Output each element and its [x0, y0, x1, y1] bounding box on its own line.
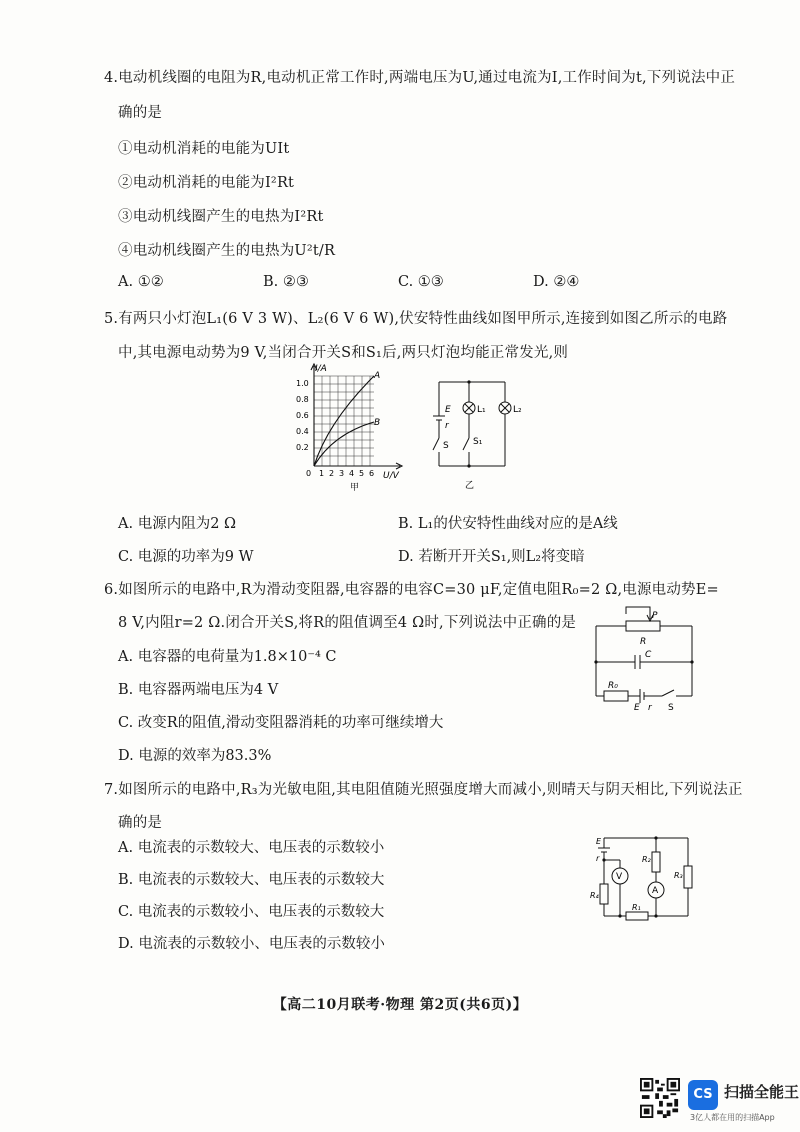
- q5-circuit-caption: 乙: [465, 481, 475, 491]
- q5-curve-b-label: B: [374, 418, 381, 428]
- q4-stem-line2: 确的是: [118, 105, 163, 121]
- q4-item-3: ③电动机线圈产生的电热为I²Rt: [118, 209, 324, 225]
- q4-item-1: ①电动机消耗的电能为UIt: [118, 141, 290, 157]
- q4-option-b: B. ②③: [263, 274, 309, 290]
- q4-option-c: C. ①③: [398, 274, 444, 290]
- q7-circuit-e: E: [596, 837, 602, 846]
- q6-circuit-p: P: [652, 611, 658, 621]
- q5-graph-xtick: 2: [329, 469, 335, 478]
- q6-option-b: B. 电容器两端电压为4 V: [118, 682, 279, 698]
- q5-graph-ytick: 1.0: [296, 379, 309, 388]
- q6-stem-line1: 6.如图所示的电路中,R为滑动变阻器,电容器的电容C=30 μF,定值电阻R₀=2 Ω,电源电动势E=: [104, 582, 719, 598]
- q7-stem-line2: 确的是: [118, 815, 163, 831]
- q7-circuit-voltmeter: V: [616, 872, 623, 882]
- q7-option-c: C. 电流表的示数较小、电压表的示数较大: [118, 904, 385, 920]
- q6-circuit-c: C: [645, 650, 652, 660]
- q5-graph-ytick: 0.8: [296, 395, 309, 404]
- q6-circuit-r0: R₀: [608, 681, 618, 691]
- q7-circuit-r: r: [596, 854, 600, 863]
- camscanner-tagline: 3亿人都在用的扫描App: [690, 1113, 775, 1122]
- q5-curve-a-label: A: [374, 371, 381, 381]
- q7-option-b: B. 电流表的示数较大、电压表的示数较大: [118, 872, 385, 888]
- q7-circuit: [590, 832, 702, 932]
- q5-stem-line1: 5.有两只小灯泡L₁(6 V 3 W)、L₂(6 V 6 W),伏安特性曲线如图甲所示,连接到如图乙所示的电路: [104, 311, 728, 327]
- q5-circuit-s1: S₁: [473, 437, 483, 447]
- q6-circuit: [590, 600, 700, 710]
- q5-graph-origin: 0: [306, 469, 312, 478]
- q5-option-d: D. 若断开开关S₁,则L₂将变暗: [398, 549, 585, 565]
- q5-graph-caption: 甲: [350, 483, 360, 492]
- q5-graph-xtick: 6: [369, 469, 375, 478]
- q6-option-a: A. 电容器的电荷量为1.8×10⁻⁴ C: [118, 649, 337, 665]
- q5-circuit-r: r: [445, 421, 449, 431]
- q6-option-d: D. 电源的效率为83.3%: [118, 748, 272, 764]
- q6-stem-line2: 8 V,内阻r=2 Ω.闭合开关S,将R的阻值调至4 Ω时,下列说法中正确的是: [118, 615, 577, 631]
- q6-circuit-s: S: [668, 703, 674, 710]
- q5-iv-graph: [288, 362, 418, 492]
- camscanner-name: 扫描全能王: [724, 1083, 800, 1101]
- q7-stem-line1: 7.如图所示的电路中,R₃为光敏电阻,其电阻值随光照强度增大而减小,则晴天与阴天相比,下列说法正: [104, 782, 743, 798]
- q6-circuit-r: r: [648, 703, 652, 710]
- q5-graph-xtick: 4: [349, 469, 355, 478]
- q5-option-a: A. 电源内阻为2 Ω: [118, 516, 237, 532]
- q4-item-4: ④电动机线圈产生的电热为U²t/R: [118, 243, 336, 259]
- q5-circuit: [425, 372, 525, 492]
- q5-graph-xtick: 3: [339, 469, 345, 478]
- q5-circuit-s: S: [443, 441, 449, 451]
- q4-option-d: D. ②④: [533, 274, 580, 290]
- q5-graph-ylabel: I/A: [315, 364, 327, 374]
- camscanner-logo: CS: [688, 1080, 718, 1110]
- q7-circuit-r2: R₂: [642, 855, 651, 864]
- q4-option-a: A. ①②: [118, 274, 164, 290]
- q7-option-a: A. 电流表的示数较大、电压表的示数较小: [118, 840, 385, 856]
- q7-circuit-r3: R₃: [674, 871, 683, 880]
- q5-graph-ytick: 0.2: [296, 443, 309, 452]
- q5-graph-ytick: 0.4: [296, 427, 309, 436]
- q5-circuit-e: E: [445, 405, 451, 415]
- q4-stem-line1: 4.电动机线圈的电阻为R,电动机正常工作时,两端电压为U,通过电流为I,工作时间为t,下列说法中正: [104, 70, 736, 86]
- q4-item-2: ②电动机消耗的电能为I²Rt: [118, 175, 295, 191]
- q5-circuit-l2: L₂: [513, 405, 522, 415]
- qr-code-icon: [640, 1078, 680, 1118]
- q5-graph-xtick: 1: [319, 469, 325, 478]
- q7-circuit-r4: R₄: [590, 891, 599, 900]
- q7-circuit-ammeter: A: [652, 886, 659, 896]
- q5-graph-xtick: 5: [359, 469, 365, 478]
- q7-circuit-r1: R₁: [632, 903, 641, 912]
- q5-option-c: C. 电源的功率为9 W: [118, 549, 254, 565]
- q7-option-d: D. 电流表的示数较小、电压表的示数较小: [118, 936, 385, 952]
- q6-circuit-r-label: R: [640, 637, 647, 647]
- q5-graph-xlabel: U/V: [383, 471, 399, 481]
- q6-option-c: C. 改变R的阻值,滑动变阻器消耗的功率可继续增大: [118, 715, 444, 731]
- q5-option-b: B. L₁的伏安特性曲线对应的是A线: [398, 516, 618, 532]
- page-footer: 【高二10月联考·物理 第2页(共6页)】: [272, 997, 528, 1013]
- q5-stem-line2: 中,其电源电动势为9 V,当闭合开关S和S₁后,两只灯泡均能正常发光,则: [118, 345, 569, 361]
- q6-circuit-e: E: [634, 703, 640, 710]
- q5-circuit-l1: L₁: [477, 405, 486, 415]
- q5-graph-ytick: 0.6: [296, 411, 309, 420]
